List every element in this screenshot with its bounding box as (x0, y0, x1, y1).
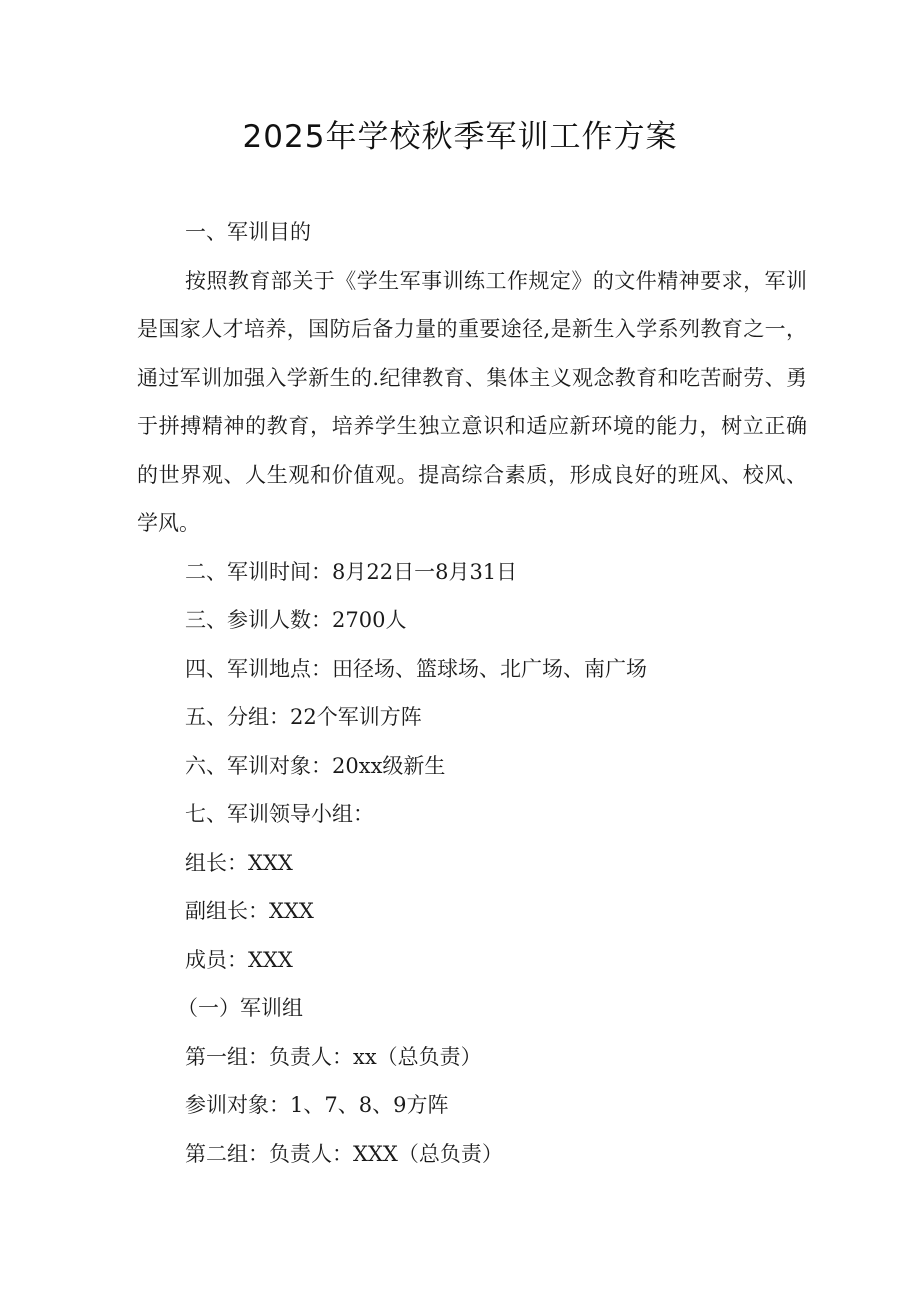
training-location: 四、军训地点：田径场、篮球场、北广场、南广场 (185, 656, 647, 681)
group-leader: 组长：XXX (185, 850, 293, 875)
group-members: 成员：XXX (185, 947, 293, 972)
purpose-paragraph: 按照教育部关于《学生军事训练工作规定》的文件精神要求，军训是国家人才培养，国防后备力量的重要途径,是新生入学系列教育之一，通过军训加强入学新生的.纪律教育、集体主义观念教育和吃苦耐劳、勇于拼搏精神的教育，培养学生独立意识和适应新环境的能力，树立正确的世界观、人生观和价值观。提高综合素质，形成良好的班风、校风、学风。 (137, 268, 807, 535)
subsection-heading-training-group: （一）军训组 (177, 996, 303, 1020)
training-grouping: 五、分组：22个军训方阵 (185, 705, 422, 729)
section-heading-purpose: 一、军训目的 (185, 220, 311, 244)
group-one-target: 参训对象：1、7、8、9方阵 (185, 1093, 449, 1117)
training-time: 二、军训时间：8月22日一8月31日 (185, 559, 518, 584)
group-one-lead: 第一组：负责人：xx（总负责） (185, 1044, 482, 1069)
group-two-lead: 第二组：负责人：XXX（总负责） (185, 1141, 503, 1166)
training-target: 六、军训对象：20xx级新生 (185, 753, 446, 778)
document-body (137, 208, 807, 1178)
participant-count: 三、参训人数：2700人 (185, 608, 407, 632)
deputy-group-leader: 副组长：XXX (185, 899, 314, 923)
section-heading-leadership: 七、军训领导小组： (185, 802, 374, 826)
document-title: 2025年学校秋季军训工作方案 (242, 119, 678, 155)
